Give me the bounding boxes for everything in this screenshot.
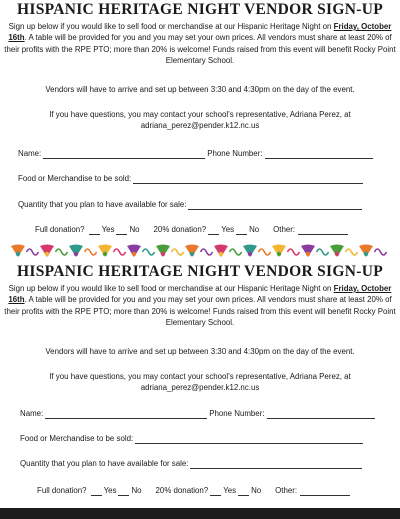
banner-dot-icon [16, 252, 20, 256]
food-field[interactable] [135, 435, 363, 444]
event-date: Friday, October 16th [8, 284, 392, 305]
name-phone-row [20, 408, 377, 419]
phone-label: Phone Number: [207, 149, 263, 158]
name-phone-row [18, 148, 375, 159]
page-footer-bar [0, 508, 400, 519]
banner-dot-icon [248, 252, 252, 256]
name-field[interactable] [45, 410, 207, 419]
event-date: Friday, October 16th [8, 22, 392, 43]
form-title: HISPANIC HERITAGE NIGHT VENDOR SIGN-UP [17, 1, 383, 18]
form-title: HISPANIC HERITAGE NIGHT VENDOR SIGN-UP [17, 263, 383, 280]
banner-dot-icon [277, 252, 281, 256]
quantity-row [18, 199, 364, 210]
papel-picado-banner-icon [0, 242, 400, 260]
twenty-donation-label: 20% donation? [153, 225, 207, 234]
donation-row [35, 224, 348, 235]
intro-text-part2: . A table will be provided for you and you may set your own prices. All vendors must share at least 20% of their profits with the RPE PTO; more than 20% is welcome! Funds raised from this event will benefit Rocky Point Elementary School. [4, 33, 396, 66]
contact-email: adriana_perez@pender.k12.nc.us [140, 383, 260, 392]
other-field[interactable] [300, 487, 350, 496]
twenty-donation-yes-blank[interactable] [210, 487, 221, 496]
food-label: Food or Merchandise to be sold: [20, 434, 134, 443]
other-label: Other: [275, 486, 298, 495]
twenty-donation-no-blank[interactable] [236, 226, 247, 235]
banner-swirl-icon [172, 249, 184, 255]
banner-swirl-icon [27, 249, 39, 255]
banner-swirl-icon [375, 249, 387, 255]
quantity-field[interactable] [188, 201, 362, 210]
banner-dot-icon [190, 252, 194, 256]
banner-swirl-icon [317, 249, 329, 255]
banner-swirl-icon [143, 249, 155, 255]
intro-paragraph [4, 21, 396, 67]
banner-swirl-icon [114, 249, 126, 255]
banner-dot-icon [132, 252, 136, 256]
full-donation-no-label: No [131, 486, 142, 495]
banner-swirl-icon [201, 249, 213, 255]
banner-dot-icon [364, 252, 368, 256]
food-row [20, 433, 365, 444]
banner-swirl-icon [85, 249, 97, 255]
banner-swirl-icon [346, 249, 358, 255]
twenty-donation-no-blank[interactable] [238, 487, 249, 496]
intro-paragraph [4, 283, 396, 329]
twenty-donation-yes-blank[interactable] [208, 226, 219, 235]
full-donation-yes-blank[interactable] [89, 226, 100, 235]
banner-dot-icon [219, 252, 223, 256]
donation-row [37, 485, 350, 496]
phone-field[interactable] [265, 150, 373, 159]
banner-dot-icon [306, 252, 310, 256]
full-donation-no-label: No [129, 225, 140, 234]
food-field[interactable] [133, 175, 363, 184]
banner-dot-icon [335, 252, 339, 256]
banner-dot-icon [161, 252, 165, 256]
twenty-donation-yes-label: Yes [221, 225, 235, 234]
intro-text-part1: Sign up below if you would like to sell food or merchandise at our Hispanic Heritage Night on [8, 284, 334, 293]
banner-dot-icon [74, 252, 78, 256]
twenty-donation-yes-label: Yes [223, 486, 237, 495]
arrival-note: Vendors will have to arrive and set up between 3:30 and 4:30pm on the day of the event. [45, 85, 355, 94]
name-label: Name: [20, 409, 44, 418]
name-field[interactable] [43, 150, 205, 159]
quantity-row [20, 458, 364, 469]
full-donation-no-blank[interactable] [116, 226, 127, 235]
food-label: Food or Merchandise to be sold: [18, 174, 132, 183]
quantity-label: Quantity that you plan to have available for sale: [18, 200, 187, 209]
intro-text-part1: Sign up below if you would like to sell food or merchandise at our Hispanic Heritage Night on [8, 22, 334, 31]
full-donation-no-blank[interactable] [118, 487, 129, 496]
other-field[interactable] [298, 226, 348, 235]
name-label: Name: [18, 149, 42, 158]
other-label: Other: [273, 225, 296, 234]
banner-dot-icon [103, 252, 107, 256]
twenty-donation-no-label: No [251, 486, 262, 495]
twenty-donation-no-label: No [249, 225, 260, 234]
banner-swirl-icon [230, 249, 242, 255]
banner-swirl-icon [288, 249, 300, 255]
banner-swirl-icon [56, 249, 68, 255]
vendor-signup-form-top [0, 0, 400, 234]
contact-email: adriana_perez@pender.k12.nc.us [140, 121, 260, 130]
twenty-donation-label: 20% donation? [155, 486, 209, 495]
phone-field[interactable] [267, 410, 375, 419]
full-donation-label: Full donation? [37, 486, 87, 495]
banner-swirl-icon [259, 249, 271, 255]
quantity-label: Quantity that you plan to have available for sale: [20, 459, 189, 468]
arrival-note: Vendors will have to arrive and set up between 3:30 and 4:30pm on the day of the event. [45, 347, 355, 356]
banner-dot-icon [45, 252, 49, 256]
phone-label: Phone Number: [209, 409, 265, 418]
full-donation-yes-label: Yes [103, 486, 117, 495]
full-donation-label: Full donation? [35, 225, 85, 234]
intro-text-part2: . A table will be provided for you and you may set your own prices. All vendors must share at least 20% of their profits with the RPE PTO; more than 20% is welcome! Funds raised from this event will benefit Rocky Point Elementary School. [4, 295, 396, 328]
quantity-field[interactable] [190, 460, 362, 469]
questions-note: If you have questions, you may contact your school's representative, Adriana Perez, at [49, 372, 351, 381]
questions-note: If you have questions, you may contact your school's representative, Adriana Perez, at [49, 110, 351, 119]
full-donation-yes-blank[interactable] [91, 487, 102, 496]
vendor-signup-form-bottom [0, 262, 400, 495]
full-donation-yes-label: Yes [101, 225, 115, 234]
food-row [18, 173, 365, 184]
